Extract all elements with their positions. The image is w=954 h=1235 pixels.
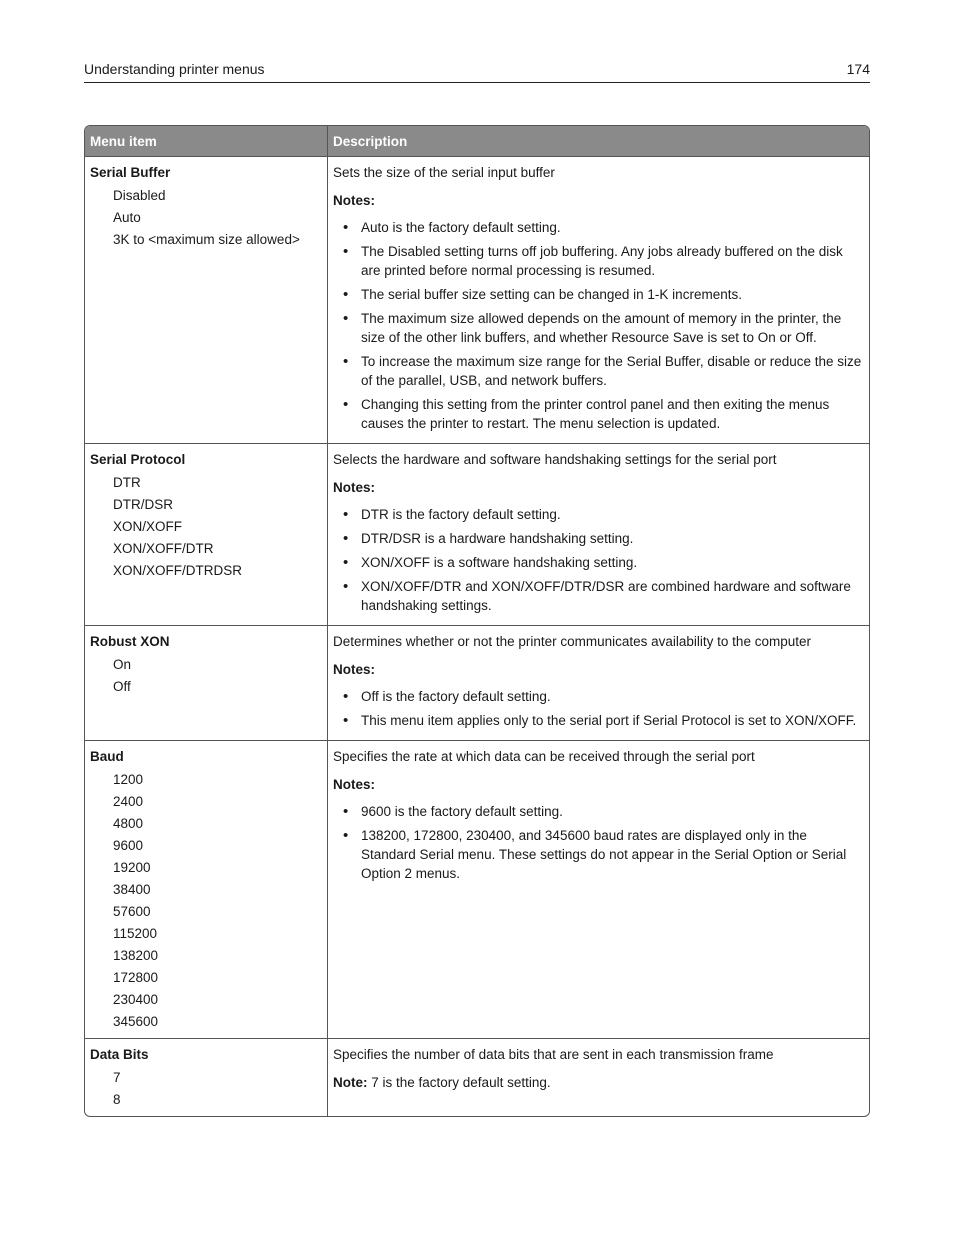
note-bullet: • DTR is the factory default setting. (333, 505, 864, 524)
notes-list (333, 687, 864, 730)
note-bullet: • The maximum size allowed depends on the amount of memory in the printer, the size of the other link buffers, and whether Resource Save is set to On or Off. (333, 309, 864, 347)
note-bullet: • Changing this setting from the printer control panel and then exiting the menus causes the printer to restart. The menu selection is updated. (333, 395, 864, 433)
single-note (333, 1073, 864, 1092)
page-header (84, 60, 870, 83)
table-row (85, 625, 869, 740)
menu-item-name: Serial Buffer (90, 165, 171, 180)
menu-option: 230400 (113, 992, 159, 1007)
note-label: Note: (333, 1075, 368, 1090)
menu-option: DTR (113, 475, 141, 490)
menu-option: Off (113, 679, 131, 694)
description-text: Determines whether or not the printer communicates availability to the computer (333, 634, 811, 649)
table-row (85, 1038, 869, 1116)
note-bullet: • Auto is the factory default setting. (333, 218, 864, 237)
notes-label: Notes: (333, 480, 376, 495)
notes-label: Notes: (333, 193, 376, 208)
menu-option: 138200 (113, 948, 159, 963)
description-text: Sets the size of the serial input buffer (333, 165, 555, 180)
menu-option: XON/XOFF (113, 519, 183, 534)
menu-option: 3K to <maximum size allowed> (113, 232, 300, 247)
menu-option: 7 (113, 1070, 121, 1085)
table-row (85, 443, 869, 625)
menu-option: 8 (113, 1092, 121, 1107)
description-cell (328, 1038, 869, 1116)
description-cell (328, 740, 869, 1038)
menu-item-cell (85, 156, 328, 443)
note-bullet: • XON/XOFF/DTR and XON/XOFF/DTR/DSR are combined hardware and software handshaking settings. (333, 577, 864, 615)
menu-item-name: Baud (90, 749, 124, 764)
menu-item-cell (85, 1038, 328, 1116)
menu-option: 38400 (113, 882, 151, 897)
menu-table (84, 125, 870, 1117)
description-cell (328, 625, 869, 740)
note-bullet: • This menu item applies only to the serial port if Serial Protocol is set to XON/XOFF. (333, 711, 864, 730)
note-text: 7 is the factory default setting. (367, 1075, 551, 1090)
menu-option: 57600 (113, 904, 151, 919)
menu-item-cell (85, 625, 328, 740)
notes-label: Notes: (333, 777, 376, 792)
note-bullet: • Off is the factory default setting. (333, 687, 864, 706)
notes-list (333, 802, 864, 883)
menu-option: 2400 (113, 794, 144, 809)
description-cell (328, 156, 869, 443)
column-header-menu-item: Menu item (85, 126, 328, 156)
menu-option: 19200 (113, 860, 151, 875)
table-header-row (85, 126, 869, 156)
menu-option: 115200 (113, 926, 158, 941)
description-text: Specifies the number of data bits that are sent in each transmission frame (333, 1047, 774, 1062)
description-text: Specifies the rate at which data can be received through the serial port (333, 749, 755, 764)
menu-option: 1200 (113, 772, 144, 787)
menu-option: Disabled (113, 188, 166, 203)
menu-item-name: Robust XON (90, 634, 170, 649)
menu-option: 9600 (113, 838, 144, 853)
menu-option: On (113, 657, 132, 672)
table-row (85, 156, 869, 443)
note-bullet: • XON/XOFF is a software handshaking setting. (333, 553, 864, 572)
menu-option: Auto (113, 210, 141, 225)
note-bullet: • The Disabled setting turns off job buffering. Any jobs already buffered on the disk are printed before normal processing is resumed. (333, 242, 864, 280)
description-text: Selects the hardware and software handshaking settings for the serial port (333, 452, 777, 467)
note-bullet: • 138200, 172800, 230400, and 345600 baud rates are displayed only in the Standard Serial menu. These settings do not appear in the Serial Option or Serial Option 2 menus. (333, 826, 864, 883)
section-title: Understanding printer menus (84, 61, 265, 77)
menu-item-name: Serial Protocol (90, 452, 186, 467)
menu-option: DTR/DSR (113, 497, 173, 512)
note-bullet: • To increase the maximum size range for the Serial Buffer, disable or reduce the size of the parallel, USB, and network buffers. (333, 352, 864, 390)
description-cell (328, 443, 869, 625)
column-header-description: Description (328, 126, 869, 156)
menu-item-cell (85, 740, 328, 1038)
note-bullet: • The serial buffer size setting can be changed in 1‑K increments. (333, 285, 864, 304)
menu-option: 172800 (113, 970, 159, 985)
menu-item-name: Data Bits (90, 1047, 149, 1062)
menu-option: 345600 (113, 1014, 159, 1029)
note-bullet: • DTR/DSR is a hardware handshaking setting. (333, 529, 864, 548)
page-number: 174 (846, 61, 870, 77)
menu-option: XON/XOFF/DTRDSR (113, 563, 243, 578)
notes-label: Notes: (333, 662, 376, 677)
menu-option: XON/XOFF/DTR (113, 541, 214, 556)
note-bullet: • 9600 is the factory default setting. (333, 802, 864, 821)
table-row (85, 740, 869, 1038)
notes-list (333, 218, 864, 433)
menu-item-cell (85, 443, 328, 625)
notes-list (333, 505, 864, 615)
menu-option: 4800 (113, 816, 144, 831)
